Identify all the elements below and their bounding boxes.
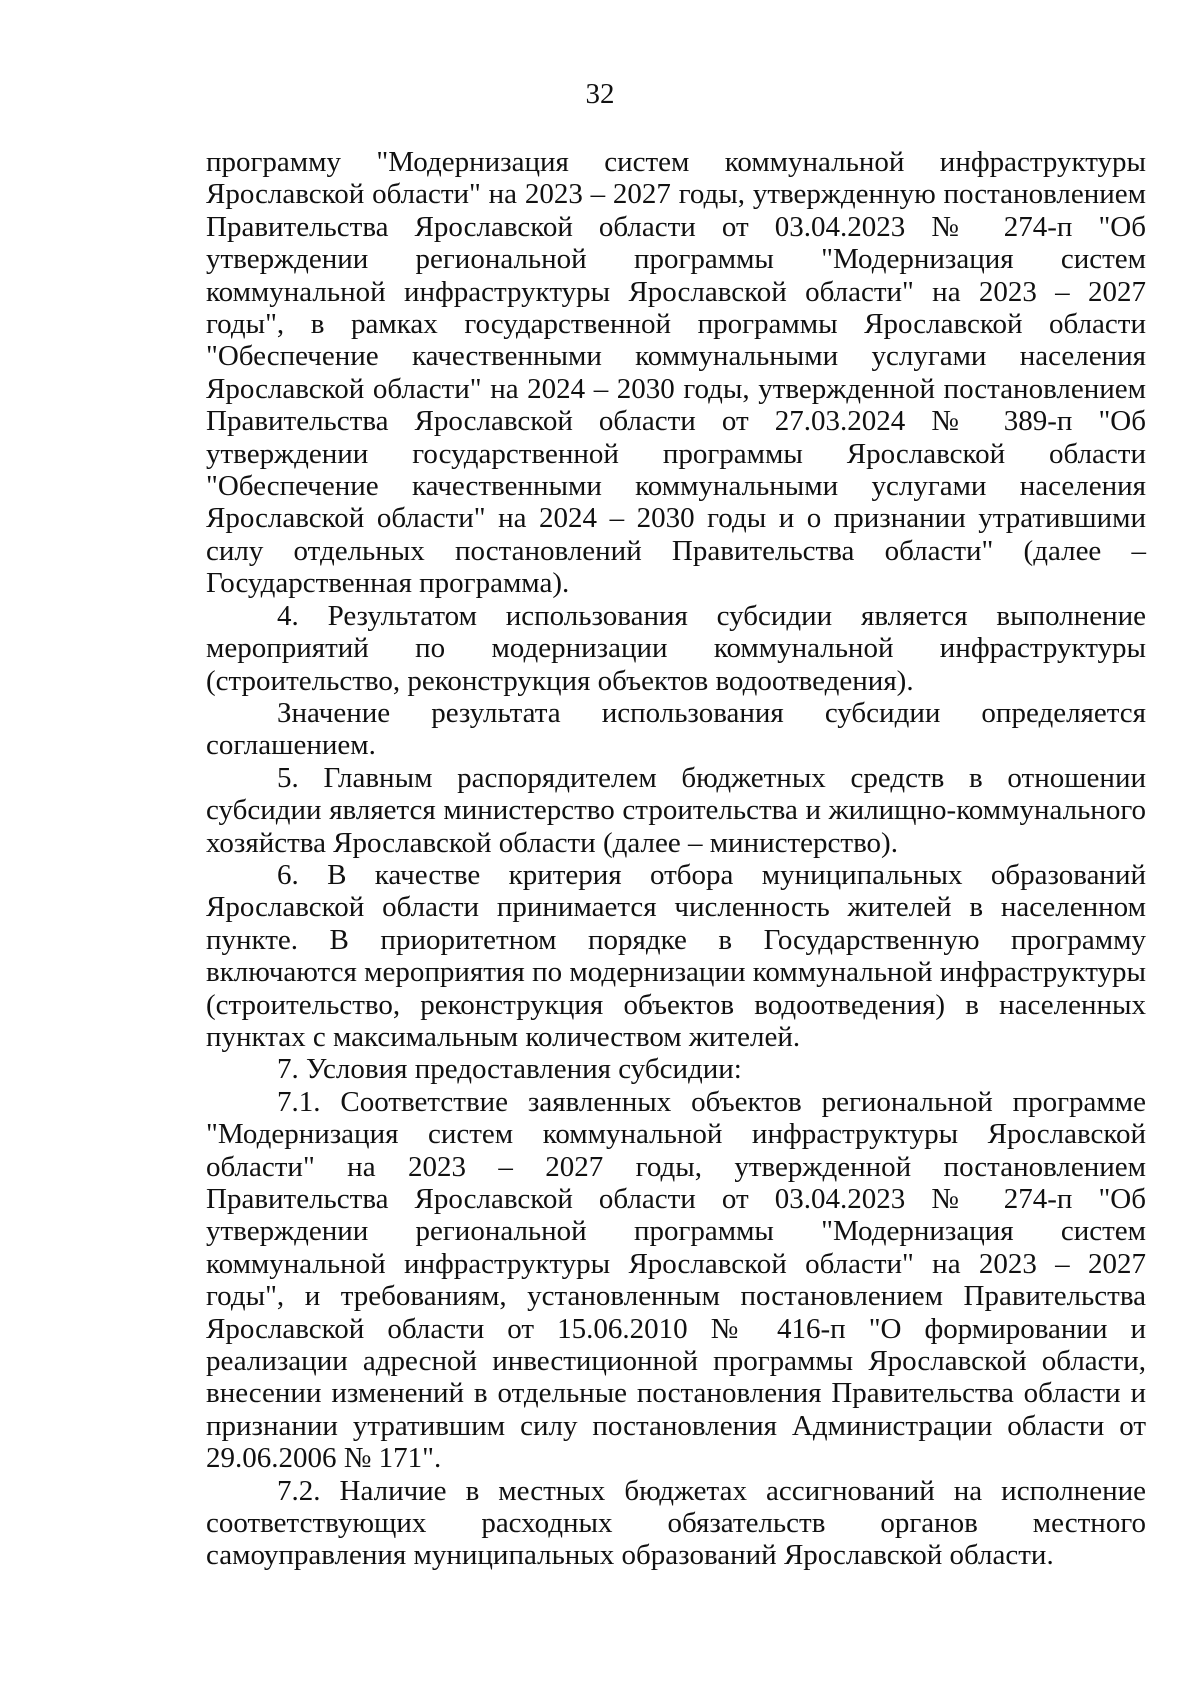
paragraph-7-conditions: 7. Условия предоставления субсидии: <box>277 1053 742 1086</box>
paragraph-7-2-budget-allocations: 7.2. Наличие в местных бюджетах ассигнований на исполнение соответствующих расходных обязательств органов местного самоуправления муниципальных образований Ярославской области. <box>206 1474 1146 1572</box>
paragraph-6-selection-criteria: 6. В качестве критерия отбора муниципальных образований Ярославской области принимается численность жителей в населенном пункте. В приоритетном порядке в Государственную программу включаются мероприятия по модернизации коммунальной инфраструктуры (строительство, реконструкция объектов водоотведения) в населенных пунктах с максимальным количеством жителей. <box>206 858 1146 1053</box>
paragraph-4-result: 4. Результатом использования субсидии является выполнение мероприятий по модернизации коммунальной инфраструктуры (строительство, реконструкция объектов водоотведения). <box>206 599 1146 697</box>
document-body <box>206 146 1146 1572</box>
paragraph-7-1-compliance: 7.1. Соответствие заявленных объектов региональной программе "Модернизация систем коммунальной инфраструктуры Ярославской области" на 2023 – 2027 годы, утвержденной постановлением Правительства Ярославской области от 03.04.2023 № 274-п "Об утверждении региональной программы "Модернизация систем коммунальной инфраструктуры Ярославской области" на 2023 – 2027 годы", и требованиям, установленным постановлением Правительства Ярославской области от 15.06.2010 № 416-п "О формировании и реализации адресной инвестиционной программы Ярославской области, внесении изменений в отдельные постановления Правительства области и признании утратившим силу постановления Администрации области от 29.06.2006 № 171". <box>206 1085 1146 1475</box>
paragraph-4-result-value: Значение результата использования субсидии определяется соглашением. <box>206 696 1146 762</box>
page-number: 32 <box>585 78 615 110</box>
paragraph-intro: программу "Модернизация систем коммунальной инфраструктуры Ярославской области" на 2023 – 2027 годы, утвержденную постановлением Правительства Ярославской области от 03.04.2023 № 274-п "Об утверждении региональной программы "Модернизация систем коммунальной инфраструктуры Ярославской области" на 2023 – 2027 годы", в рамках государственной программы Ярославской области "Обеспечение качественными коммунальными услугами населения Ярославской области" на 2024 – 2030 годы, утвержденной постановлением Правительства Ярославской области от 27.03.2024 № 389-п "Об утверждении государственной программы Ярославской области "Обеспечение качественными коммунальными услугами населения Ярославской области" на 2024 – 2030 годы и о признании утратившими силу отдельных постановлений Правительства области" (далее – Государственная программа). <box>206 146 1146 600</box>
paragraph-5-main-manager: 5. Главным распорядителем бюджетных средств в отношении субсидии является министерство строительства и жилищно-коммунального хозяйства Ярославской области (далее – министерство). <box>206 761 1146 859</box>
